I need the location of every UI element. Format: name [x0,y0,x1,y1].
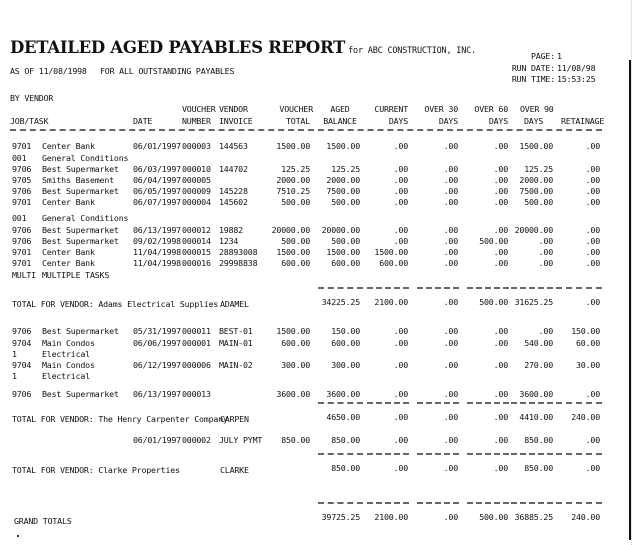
cell-name: Electrical [42,371,90,381]
cell-date: 06/01/1997 [133,141,181,151]
cell-retainage: .00 [585,164,600,174]
grand-rule-retainage [556,502,602,504]
cell-total: 600.00 [281,258,310,268]
cell-job: 9704 [12,338,32,348]
subtotal-rule-current [367,287,409,289]
cell-name: Best Supermarket [42,164,119,174]
cell-retainage: 30.00 [576,360,600,370]
vendor-total-over60: .00 [493,463,508,473]
cell-name: Center Bank [42,258,95,268]
grand-totals-label: GRAND TOTALS [14,516,72,526]
cell-invoice: 144563 [219,141,248,151]
cell-date: 06/13/1997 [133,389,181,399]
cell-retainage: .00 [585,225,600,235]
cell-invoice: MAIN-01 [219,338,253,348]
cell-name: Best Supermarket [42,236,119,246]
header-voucher-total-2: TOTAL [286,116,310,126]
cell-current: .00 [393,338,408,348]
cell-invoice: BEST-01 [219,326,253,336]
cell-voucher: 000005 [182,175,211,185]
task-row [0,349,620,360]
cell-name: MULTIPLE TASKS [42,270,110,280]
cell-name: Center Bank [42,197,95,207]
cell-current: .00 [393,360,408,370]
subtotal-rule-aged [318,453,363,455]
cell-aged: 1500.00 [326,141,360,151]
cell-date: 09/02/1998 [133,236,181,246]
header-voucher-number-1: VOUCHER [182,104,216,114]
vendor-total-current: .00 [393,412,408,422]
header-over90-1: OVER 90 [520,104,554,114]
cell-job: 001 [12,213,27,223]
grand-over30: .00 [443,512,458,522]
cell-job: 9706 [12,225,32,235]
subtotal-rule-aged [318,402,363,404]
subtotal-rule-over60 [467,453,509,455]
vendor-total-over30: .00 [443,412,458,422]
run-time: 15:53:25 [557,74,596,84]
header-over30-2: DAYS [438,116,458,126]
cell-total: 500.00 [281,197,310,207]
cell-over60: .00 [493,360,508,370]
task-row [0,153,620,164]
vendor-total-over30: .00 [443,297,458,307]
cell-name: Best Supermarket [42,326,119,336]
cell-voucher: 000006 [182,360,211,370]
cell-over90: 20000.00 [514,225,553,235]
cell-job: 9706 [12,186,32,196]
cell-job: 9706 [12,236,32,246]
vendor-total-label: TOTAL FOR VENDOR: Clarke Properties [12,465,180,475]
vendor-total-aged: 4650.00 [326,412,360,422]
cell-retainage: 150.00 [571,326,600,336]
cell-over90: 1500.00 [519,141,553,151]
voucher-row [0,435,620,446]
cell-invoice: 19882 [219,225,243,235]
voucher-row [0,389,620,400]
cell-over30: .00 [443,258,458,268]
cell-total: 2000.00 [276,175,310,185]
vendor-total-current: 2100.00 [374,297,408,307]
cell-job: 1 [12,349,17,359]
cell-over90: .00 [538,326,553,336]
cell-aged: 3600.00 [326,389,360,399]
subtotal-rule-over30 [417,287,459,289]
cell-job: 9705 [12,175,32,185]
cell-over60: .00 [493,258,508,268]
cell-aged: 600.00 [331,258,360,268]
cell-job: 9706 [12,326,32,336]
grand-rule-over90 [511,502,553,504]
voucher-row [0,258,620,269]
cell-date: 06/05/1997 [133,186,181,196]
cell-over60: .00 [493,225,508,235]
cell-over90: 850.00 [524,435,553,445]
cell-voucher: 000010 [182,164,211,174]
subtotal-rule-retainage [556,402,602,404]
page-number: 1 [557,51,562,61]
vendor-total-label: TOTAL FOR VENDOR: The Henry Carpenter Company [12,414,228,424]
cell-job: 9701 [12,247,32,257]
cell-name: General Conditions [42,153,129,163]
grand-rule-aged [318,502,363,504]
report-title-text: DETAILED AGED PAYABLES REPORT [10,38,346,57]
cell-aged: 20000.00 [321,225,360,235]
header-over30-1: OVER 30 [424,104,458,114]
cell-over30: .00 [443,164,458,174]
voucher-row [0,247,620,258]
cell-total: 7510.25 [276,186,310,196]
cell-job: MULTI [12,270,36,280]
cell-current: 600.00 [379,258,408,268]
cell-over30: .00 [443,186,458,196]
cell-name: Main Condos [42,338,95,348]
voucher-row [0,186,620,197]
run-date-label: RUN DATE: [511,63,555,73]
cell-job: 9706 [12,164,32,174]
cell-voucher: 000011 [182,326,211,336]
cell-retainage: 60.00 [576,338,600,348]
cell-invoice: JULY PYMT [219,435,263,445]
cell-current: .00 [393,175,408,185]
cell-name: Smiths Basement [42,175,114,185]
vendor-code: CLARKE [220,465,249,475]
cell-over60: .00 [493,197,508,207]
scan-edge-bar [629,60,631,540]
cell-current: .00 [393,326,408,336]
cell-date: 06/12/1997 [133,360,181,370]
subtotal-rule-retainage [556,287,602,289]
subtotal-rule-over90 [511,453,553,455]
vendor-total-row [0,412,620,423]
stray-dot [17,535,19,537]
vendor-total-retainage: 240.00 [571,412,600,422]
cell-over90: .00 [538,247,553,257]
cell-over60: .00 [493,326,508,336]
header-over60-2: DAYS [488,116,508,126]
cell-voucher: 000015 [182,247,211,257]
cell-date: 06/06/1997 [133,338,181,348]
header-current-1: CURRENT [374,104,408,114]
vendor-total-over30: .00 [443,463,458,473]
cell-job: 9701 [12,141,32,151]
cell-retainage: .00 [585,389,600,399]
cell-name: Best Supermarket [42,186,119,196]
vendor-total-over90: 850.00 [524,463,553,473]
cell-over30: .00 [443,175,458,185]
cell-aged: 850.00 [331,435,360,445]
cell-over90: 500.00 [524,197,553,207]
cell-over30: .00 [443,360,458,370]
cell-over60: .00 [493,141,508,151]
cell-invoice: 145228 [219,186,248,196]
voucher-row [0,141,620,152]
subtotal-rule-current [367,402,409,404]
cell-name: General Conditions [42,213,129,223]
cell-over60: 500.00 [479,236,508,246]
subtotal-rule-over90 [511,287,553,289]
cell-current: .00 [393,435,408,445]
header-aged-2: BALANCE [323,116,357,126]
vendor-total-label: TOTAL FOR VENDOR: Adams Electrical Supplies [12,299,219,309]
cell-over30: .00 [443,197,458,207]
header-voucher-total-1: VOUCHER [279,104,313,114]
cell-total: 20000.00 [271,225,310,235]
cell-retainage: .00 [585,435,600,445]
subtotal-rule-aged [318,287,363,289]
cell-aged: 500.00 [331,236,360,246]
cell-over90: .00 [538,258,553,268]
subtotal-rule-over30 [417,453,459,455]
cell-voucher: 000012 [182,225,211,235]
header-vendor-invoice-1: VENDOR [219,104,248,114]
page-label: PAGE: [531,51,555,61]
task-row [0,213,620,224]
cell-invoice: MAIN-02 [219,360,253,370]
subtotal-rule-over90 [511,402,553,404]
header-vendor-invoice-2: INVOICE [219,116,253,126]
cell-current: .00 [393,225,408,235]
cell-over30: .00 [443,225,458,235]
subtotal-rule-retainage [556,453,602,455]
grand-rule-over30 [417,502,459,504]
vendor-total-over60: 500.00 [479,297,508,307]
cell-name: Center Bank [42,247,95,257]
subtotal-rule-over60 [467,287,509,289]
cell-over90: 3600.00 [519,389,553,399]
cell-total: 850.00 [281,435,310,445]
cell-date: 06/03/1997 [133,164,181,174]
cell-job: 001 [12,153,27,163]
cell-over30: .00 [443,247,458,257]
cell-invoice: 28893008 [219,247,258,257]
voucher-row [0,164,620,175]
cell-voucher: 000009 [182,186,211,196]
cell-name: Best Supermarket [42,389,119,399]
cell-total: 1500.00 [276,326,310,336]
header-voucher-number-2: NUMBER [182,116,211,126]
cell-over30: .00 [443,435,458,445]
voucher-row [0,360,620,371]
cell-invoice: 1234 [219,236,239,246]
cell-job: 9701 [12,197,32,207]
cell-aged: 150.00 [331,326,360,336]
cell-date: 06/07/1997 [133,197,181,207]
vendor-total-over90: 4410.00 [519,412,553,422]
cell-over30: .00 [443,141,458,151]
cell-invoice: 29998838 [219,258,258,268]
cell-retainage: .00 [585,197,600,207]
cell-over30: .00 [443,389,458,399]
cell-voucher: 000013 [182,389,211,399]
vendor-code: ADAMEL [220,299,249,309]
cell-date: 06/01/1997 [133,435,181,445]
cell-over90: .00 [538,236,553,246]
vendor-total-over60: .00 [493,412,508,422]
report-title [10,38,476,57]
cell-over30: .00 [443,326,458,336]
cell-date: 11/04/1998 [133,258,181,268]
subtotal-rule-over30 [417,402,459,404]
cell-date: 06/04/1997 [133,175,181,185]
cell-over60: .00 [493,435,508,445]
header-date: DATE [133,116,153,126]
subtotal-rule-over60 [467,402,509,404]
cell-invoice: 144702 [219,164,248,174]
task-row [0,270,620,281]
cell-voucher: 000003 [182,141,211,151]
cell-over60: .00 [493,175,508,185]
vendor-total-over90: 31625.25 [514,297,553,307]
grand-retainage: 240.00 [571,512,600,522]
cell-voucher: 000001 [182,338,211,348]
cell-over60: .00 [493,186,508,196]
cell-over60: .00 [493,338,508,348]
grand-rule-over60 [467,502,509,504]
header-rule [10,129,602,131]
cell-aged: 125.25 [331,164,360,174]
cell-retainage: .00 [585,186,600,196]
cell-date: 05/31/1997 [133,326,181,336]
cell-retainage: .00 [585,141,600,151]
cell-current: 1500.00 [374,247,408,257]
cell-date: 11/04/1998 [133,247,181,257]
cell-total: 125.25 [281,164,310,174]
cell-aged: 600.00 [331,338,360,348]
vendor-total-row [0,297,620,308]
cell-voucher: 000014 [182,236,211,246]
cell-job: 9701 [12,258,32,268]
as-of-date: AS OF 11/08/1998 [10,66,87,76]
vendor-total-retainage: .00 [585,297,600,307]
cell-name: Center Bank [42,141,95,151]
grand-aged: 39725.25 [321,512,360,522]
voucher-row [0,326,620,337]
vendor-code: CARPEN [220,414,249,424]
cell-over90: 270.00 [524,360,553,370]
vendor-total-aged: 34225.25 [321,297,360,307]
cell-aged: 300.00 [331,360,360,370]
cell-current: .00 [393,236,408,246]
cell-voucher: 000004 [182,197,211,207]
cell-date: 06/13/1997 [133,225,181,235]
voucher-row [0,197,620,208]
cell-over60: .00 [493,164,508,174]
cell-retainage: .00 [585,247,600,257]
vendor-total-row [0,463,620,474]
cell-total: 300.00 [281,360,310,370]
cell-job: 9704 [12,360,32,370]
cell-name: Main Condos [42,360,95,370]
grand-over60: 500.00 [479,512,508,522]
vendor-total-current: .00 [393,463,408,473]
cell-retainage: .00 [585,175,600,185]
vendor-total-aged: 850.00 [331,463,360,473]
vendor-total-retainage: .00 [585,463,600,473]
cell-over30: .00 [443,338,458,348]
subtotal-rule-current [367,453,409,455]
voucher-row [0,338,620,349]
cell-job: 9706 [12,389,32,399]
report-grouping: BY VENDOR [10,93,54,103]
cell-voucher: 000016 [182,258,211,268]
cell-aged: 500.00 [331,197,360,207]
cell-total: 1500.00 [276,247,310,257]
grand-over90: 36885.25 [514,512,553,522]
company-name: for ABC CONSTRUCTION, INC. [348,46,476,56]
cell-invoice: 145602 [219,197,248,207]
cell-retainage: .00 [585,258,600,268]
voucher-row [0,236,620,247]
grand-current: 2100.00 [374,512,408,522]
cell-current: .00 [393,197,408,207]
cell-over90: 7500.00 [519,186,553,196]
cell-over90: 125.25 [524,164,553,174]
report-scope: FOR ALL OUTSTANDING PAYABLES [100,66,235,76]
cell-voucher: 000002 [182,435,211,445]
cell-over60: .00 [493,247,508,257]
cell-total: 500.00 [281,236,310,246]
task-row [0,371,620,382]
cell-name: Best Supermarket [42,225,119,235]
cell-current: .00 [393,186,408,196]
cell-total: 3600.00 [276,389,310,399]
cell-over90: 540.00 [524,338,553,348]
cell-over30: .00 [443,236,458,246]
cell-aged: 1500.00 [326,247,360,257]
run-date: 11/08/98 [557,63,596,73]
cell-current: .00 [393,164,408,174]
cell-name: Electrical [42,349,90,359]
header-current-2: DAYS [388,116,408,126]
cell-aged: 7500.00 [326,186,360,196]
header-over60-1: OVER 60 [474,104,508,114]
cell-retainage: .00 [585,236,600,246]
header-over90-2: DAYS [524,116,544,126]
voucher-row [0,225,620,236]
cell-total: 600.00 [281,338,310,348]
voucher-row [0,175,620,186]
header-retainage: RETAINAGE [561,116,605,126]
header-aged-1: AGED [330,104,350,114]
cell-current: .00 [393,141,408,151]
cell-current: .00 [393,389,408,399]
cell-job: 1 [12,371,17,381]
cell-over90: 2000.00 [519,175,553,185]
cell-total: 1500.00 [276,141,310,151]
grand-rule-current [367,502,409,504]
cell-aged: 2000.00 [326,175,360,185]
run-time-label: RUN TIME: [511,74,555,84]
header-job-task: JOB/TASK [10,116,49,126]
cell-over60: .00 [493,389,508,399]
